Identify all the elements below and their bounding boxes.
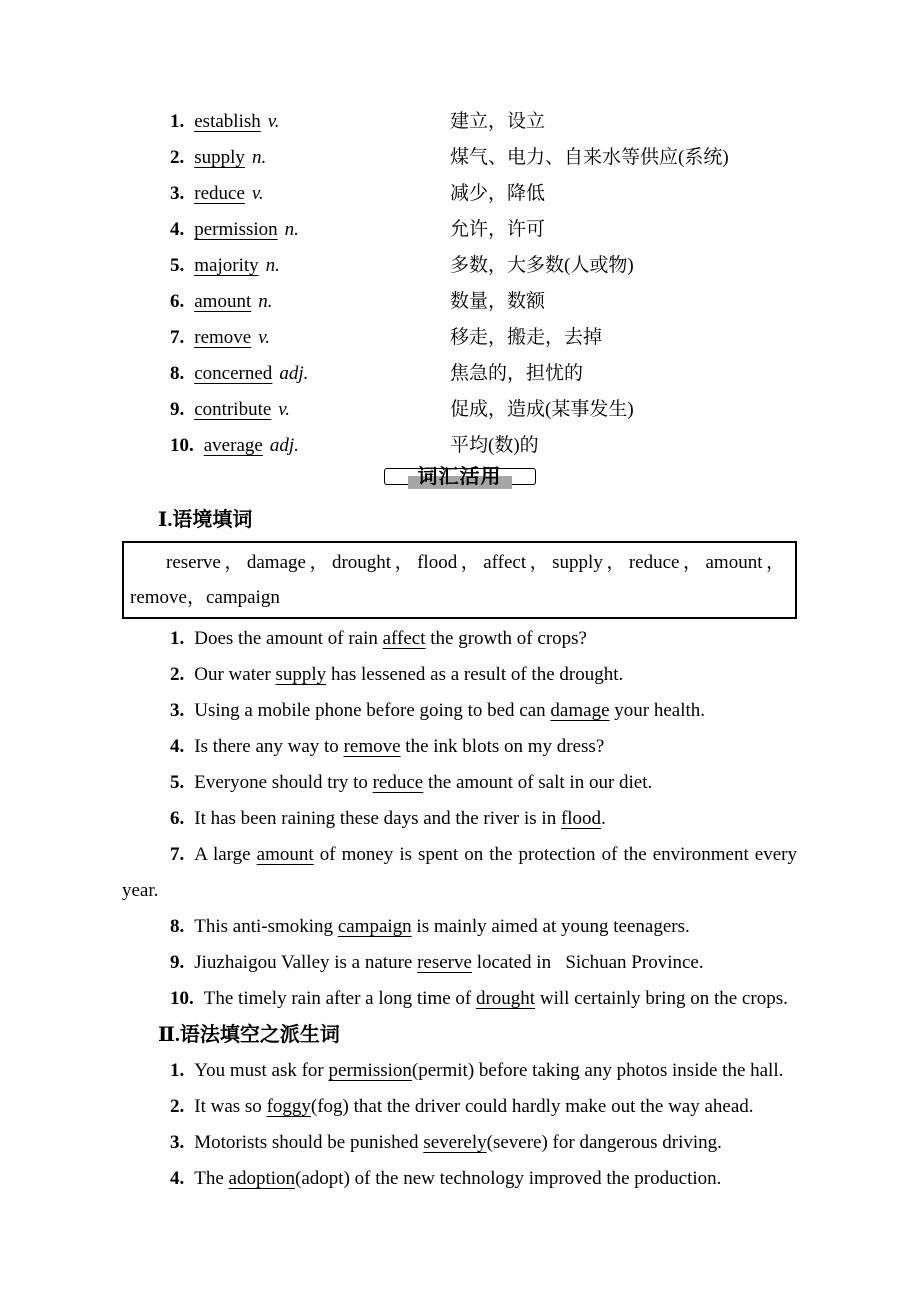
vocab-pos: v. (267, 111, 280, 132)
sentence-pre: It was so (194, 1096, 267, 1117)
answer-blank: severely (423, 1132, 487, 1153)
sentence-pre: Jiuzhaigou Valley is a nature (194, 952, 418, 973)
vocab-pos: n. (258, 291, 273, 312)
vocab-pos: adj. (279, 363, 309, 384)
sentence-item (122, 1125, 797, 1161)
vocab-number: 10. (170, 435, 194, 456)
sentence-post: has lessened as a result of the drought. (326, 664, 624, 685)
banner-label: 词汇活用 (417, 466, 502, 488)
sentence-post: (severe) for dangerous driving. (486, 1132, 722, 1153)
vocab-list (122, 104, 797, 464)
sentence-number: 2. (170, 1096, 185, 1117)
sentence-item (122, 801, 797, 837)
sentence-post: located in Sichuan Province. (471, 952, 704, 973)
vocab-word: amount (194, 291, 252, 312)
vocab-word: remove (194, 327, 252, 348)
vocab-word: permission (194, 219, 278, 240)
sentence-pre: You must ask for (194, 1060, 329, 1081)
vocab-number: 5. (170, 255, 185, 276)
vocab-row (122, 284, 797, 320)
vocab-pos: v. (278, 399, 291, 420)
sentence-number: 2. (170, 664, 185, 685)
section2-sentences (122, 1053, 797, 1197)
answer-blank: foggy (266, 1096, 311, 1117)
sentence-post: of money is spent on the protection of the environment every year. (122, 844, 797, 901)
answer-blank: supply (275, 664, 327, 685)
sentence-pre: The (194, 1168, 229, 1189)
vocab-translation: 减少，降低 (450, 183, 546, 204)
vocab-word: majority (194, 255, 259, 276)
sentence-pre: Motorists should be punished (194, 1132, 424, 1153)
sentence-number: 4. (170, 1168, 185, 1189)
word-bank (122, 541, 797, 619)
sentence-item (122, 1161, 797, 1197)
sentence-item (122, 981, 797, 1017)
sentence-pre: Does the amount of rain (194, 628, 383, 649)
sentence-pre: Our water (194, 664, 276, 685)
sentence-number: 9. (170, 952, 185, 973)
sentence-number: 1. (170, 628, 185, 649)
answer-blank: reduce (372, 772, 424, 793)
section1-sentences (122, 621, 797, 1017)
vocab-number: 3. (170, 183, 185, 204)
answer-blank: amount (256, 844, 314, 865)
sentence-post: (fog) that the driver could hardly make out the way ahead. (310, 1096, 754, 1117)
vocab-pos: n. (284, 219, 299, 240)
sentence-number: 10. (170, 988, 194, 1009)
sentence-pre: Is there any way to (194, 736, 344, 757)
vocab-row (122, 104, 797, 140)
sentence-post: the ink blots on my dress? (400, 736, 605, 757)
section-banner-block (122, 464, 797, 502)
vocab-row (122, 176, 797, 212)
vocab-number: 1. (170, 111, 185, 132)
answer-blank: drought (475, 988, 536, 1009)
sentence-number: 3. (170, 700, 185, 721)
sentence-number: 8. (170, 916, 185, 937)
sentence-item (122, 657, 797, 693)
sentence-item (122, 1053, 797, 1089)
sentence-pre: A large (194, 844, 257, 865)
sentence-number: 1. (170, 1060, 185, 1081)
vocab-row (122, 140, 797, 176)
vocab-pos: n. (265, 255, 280, 276)
vocab-word: supply (194, 147, 245, 168)
sentence-number: 7. (170, 844, 185, 865)
vocab-number: 7. (170, 327, 185, 348)
sentence-post: the amount of salt in our diet. (423, 772, 653, 793)
vocab-number: 6. (170, 291, 185, 312)
vocab-pos: adj. (269, 435, 299, 456)
vocab-word: reduce (194, 183, 245, 204)
answer-blank: flood (560, 808, 602, 829)
vocab-pos: n. (251, 147, 267, 168)
vocab-translation: 多数，大多数(人或物) (450, 255, 634, 276)
answer-blank: permission (328, 1060, 412, 1081)
vocab-word: contribute (194, 399, 272, 420)
answer-blank: remove (343, 736, 401, 757)
sentence-item (122, 765, 797, 801)
vocab-word: concerned (194, 363, 273, 384)
vocab-pos: v. (251, 183, 264, 204)
vocab-word: average (203, 435, 263, 456)
sentence-item (122, 621, 797, 657)
answer-blank: campaign (337, 916, 412, 937)
vocab-word: establish (194, 111, 261, 132)
vocab-number: 4. (170, 219, 185, 240)
sentence-item (122, 693, 797, 729)
sentence-post: (adopt) of the new technology improved the production. (295, 1168, 722, 1189)
word-bank-words: reserve，damage，drought，flood，affect，supply，reduce，amount，remove，campaign (130, 552, 785, 608)
vocab-translation: 建立，设立 (450, 111, 546, 132)
vocab-row (122, 248, 797, 284)
sentence-item (122, 909, 797, 945)
vocab-translation: 焦急的，担忧的 (450, 363, 584, 384)
sentence-number: 3. (170, 1132, 185, 1153)
answer-blank: damage (550, 700, 610, 721)
sentence-number: 5. (170, 772, 185, 793)
sentence-item (122, 1089, 797, 1125)
vocab-translation: 移走，搬走，去掉 (450, 327, 603, 348)
vocab-pos: v. (258, 327, 271, 348)
section1-title: Ⅰ.语境填词 (158, 509, 253, 531)
sentence-post: . (601, 808, 606, 829)
sentence-post: will certainly bring on the crops. (535, 988, 788, 1009)
vocab-row (122, 356, 797, 392)
vocab-translation: 允许，许可 (450, 219, 546, 240)
sentence-pre: Using a mobile phone before going to bed can (194, 700, 551, 721)
vocab-row (122, 428, 797, 464)
vocab-translation: 促成，造成(某事发生) (450, 399, 634, 420)
sentence-pre: It has been raining these days and the river is in (194, 808, 561, 829)
sentence-post: the growth of crops? (425, 628, 587, 649)
sentence-number: 4. (170, 736, 185, 757)
sentence-item (122, 729, 797, 765)
sentence-number: 6. (170, 808, 185, 829)
vocab-number: 9. (170, 399, 185, 420)
sentence-item (122, 837, 797, 909)
vocab-number: 8. (170, 363, 185, 384)
answer-blank: adoption (228, 1168, 296, 1189)
sentence-pre: The timely rain after a long time of (203, 988, 476, 1009)
answer-blank: reserve (417, 952, 472, 973)
vocab-translation: 数量，数额 (450, 291, 546, 312)
sentence-pre: Everyone should try to (194, 772, 373, 793)
vocab-row (122, 320, 797, 356)
sentence-item (122, 945, 797, 981)
section-banner (384, 464, 536, 496)
vocab-row (122, 212, 797, 248)
vocab-number: 2. (170, 147, 185, 168)
vocab-row (122, 392, 797, 428)
vocab-translation: 平均(数)的 (450, 435, 539, 456)
answer-blank: affect (382, 628, 426, 649)
sentence-post: (permit) before taking any photos inside the hall. (411, 1060, 784, 1081)
sentence-pre: This anti-smoking (194, 916, 338, 937)
sentence-post: your health. (609, 700, 706, 721)
section2-title: Ⅱ.语法填空之派生词 (158, 1024, 340, 1046)
sentence-post: is mainly aimed at young teenagers. (411, 916, 690, 937)
vocab-translation: 煤气、电力、自来水等供应(系统) (450, 147, 729, 168)
